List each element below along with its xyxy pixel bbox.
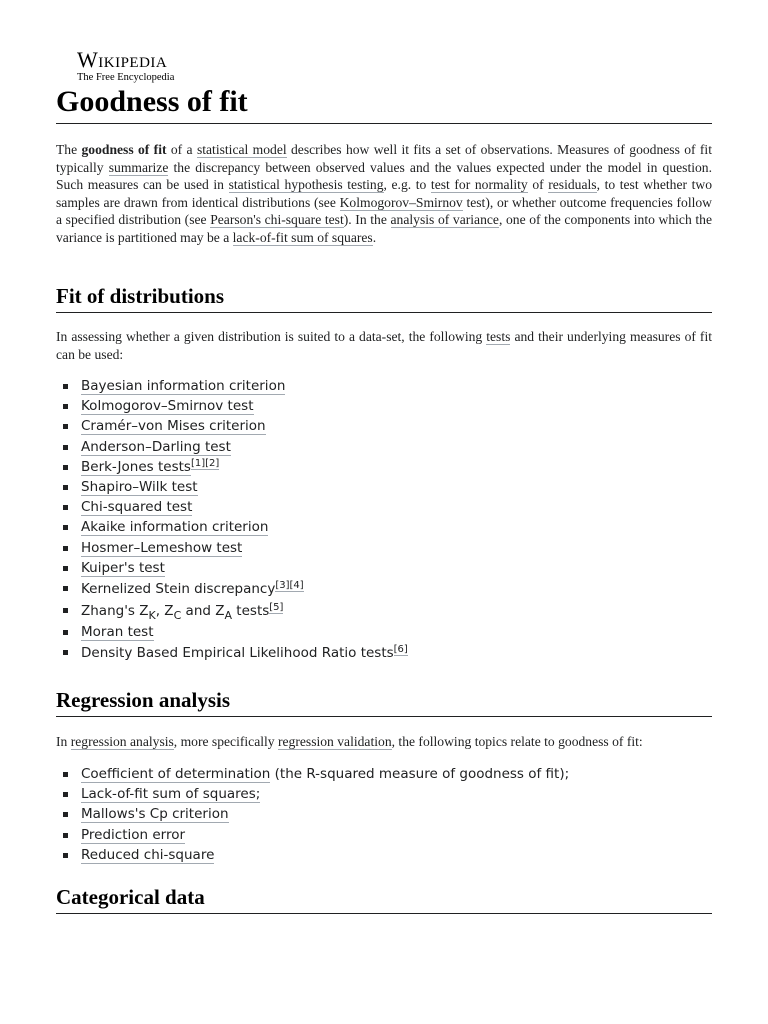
list-item (56, 416, 408, 436)
kernelized-stein-discrepancy: Kernelized Stein discrepancy (81, 580, 276, 597)
list-item (56, 396, 408, 416)
heading-fit-of-distributions: Fit of distributions (56, 282, 712, 313)
link-lack-of-fit-sum-of-squares[interactable]: lack-of-fit sum of squares (232, 229, 373, 245)
reference-4[interactable]: [4] (289, 579, 304, 591)
link-regression-analysis[interactable]: regression analysis (70, 734, 174, 749)
link-prediction-error[interactable]: Prediction error (81, 826, 186, 843)
link-moran-test[interactable]: Moran test (81, 623, 154, 640)
distributions-list (56, 376, 408, 664)
link-test-for-normality[interactable]: test for normality (430, 177, 528, 192)
heading-regression-analysis: Regression analysis (56, 686, 712, 717)
link-reduced-chi-square[interactable]: Reduced chi-square (81, 846, 215, 863)
reference-6[interactable]: [6] (393, 644, 408, 656)
bullet-icon (63, 566, 68, 571)
link-berk-jones-tests[interactable]: Berk-Jones tests (81, 458, 191, 475)
list-item (56, 622, 408, 642)
list-item (56, 437, 408, 457)
link-coefficient-of-determination[interactable]: Coefficient of determination (81, 766, 271, 782)
zhangs-tests: Zhang's $Z_K$, $Z_C$ and $Z_A$ tests (81, 602, 270, 622)
bullet-icon (63, 525, 68, 530)
link-kuipers-test[interactable]: Kuiper's test (81, 559, 165, 576)
logo-wordmark: Wikipedia (77, 47, 168, 72)
list-item (56, 600, 408, 622)
link-analysis-of-variance[interactable]: analysis of variance (390, 212, 499, 227)
reference-5[interactable]: [5] (269, 601, 284, 613)
link-kolmogorov-smirnov-test[interactable]: Kolmogorov–Smirnov test (81, 398, 254, 415)
link-kolmogorov-smirnov[interactable]: Kolmogorov–Smirnov (339, 194, 463, 210)
reference-1[interactable]: [1] (190, 457, 206, 469)
list-item (56, 578, 408, 600)
link-mallows-cp-criterion[interactable]: Mallows's Cp criterion (81, 806, 229, 823)
link-summarize[interactable]: summarize (108, 159, 169, 175)
list-item (56, 497, 408, 517)
link-statistical-hypothesis-testing[interactable]: statistical hypothesis testing (228, 177, 384, 192)
link-bayesian-information-criterion[interactable]: Bayesian information criterion (81, 378, 286, 394)
bullet-icon (63, 445, 68, 450)
bullet-icon (63, 505, 68, 510)
link-chi-squared-test[interactable]: Chi-squared test (81, 499, 193, 516)
list-item (56, 845, 569, 865)
logo-tagline: The Free Encyclopedia (77, 72, 175, 83)
list-item (56, 376, 408, 396)
distributions-paragraph: In assessing whether a given distribution is suited to a data-set, the following tests and their underlying measures of fit can be used: (56, 329, 712, 362)
heading-categorical-data: Categorical data (56, 883, 712, 914)
bullet-icon (63, 465, 68, 470)
link-akaike-information-criterion[interactable]: Akaike information criterion (81, 519, 269, 536)
list-item (56, 642, 408, 664)
list-item (56, 804, 569, 824)
list-item (56, 558, 408, 578)
list-item (56, 477, 408, 497)
bullet-icon (63, 404, 68, 409)
list-item (56, 784, 569, 804)
bullet-icon (63, 608, 68, 613)
link-lack-of-fit-sum-of-squares-item[interactable]: Lack-of-fit sum of squares; (81, 786, 261, 803)
regression-list (56, 764, 569, 865)
bullet-icon (63, 812, 68, 817)
density-based-empirical-likelihood-ratio-tests: Density Based Empirical Likelihood Ratio tests (81, 645, 394, 662)
link-cramer-von-mises-criterion[interactable]: Cramér–von Mises criterion (81, 418, 266, 435)
intro-paragraph: The goodness of fit of a statistical model describes how well it fits a set of observations. Measures of goodness of fit typically summarize the discrepancy between observed values and the values expected under the model in question. Such measures can be used in statistical hypothesis testing, e.g. to test for normality of residuals, to test whether two samples are drawn from identical distributions (see Kolmogorov–Smirnov test), or whether outcome frequencies follow a specified distribution (see Pearson's chi-square test). In the analysis of variance, one of the components into which the variance is partitioned may be a lack-of-fit sum of squares. (56, 142, 713, 245)
regression-paragraph: In regression analysis, more specifically regression validation, the following topics relate to goodness of fit: (56, 734, 643, 749)
reference-2[interactable]: [2] (205, 457, 220, 469)
list-item: Coefficient of determination (the R-squared measure of goodness of fit); (56, 764, 569, 784)
bullet-icon (63, 853, 68, 858)
bullet-icon (63, 792, 68, 797)
link-hosmer-lemeshow-test[interactable]: Hosmer–Lemeshow test (81, 539, 243, 556)
page-title: Goodness of fit (56, 83, 712, 124)
bullet-icon (63, 546, 68, 551)
link-shapiro-wilk-test[interactable]: Shapiro–Wilk test (81, 478, 198, 495)
bullet-icon (63, 833, 68, 838)
bullet-icon (63, 424, 68, 429)
bullet-icon (63, 485, 68, 490)
link-regression-validation[interactable]: regression validation (277, 734, 392, 749)
bullet-icon (63, 586, 68, 591)
reference-3[interactable]: [3] (275, 579, 290, 591)
list-item (56, 825, 569, 845)
list-item (56, 517, 408, 537)
link-tests[interactable]: tests (486, 329, 511, 344)
bullet-icon (63, 630, 68, 635)
list-item (56, 457, 408, 477)
list-item (56, 538, 408, 558)
link-pearsons-chi-square-test[interactable]: Pearson's chi-square test (210, 212, 344, 227)
bullet-icon (63, 384, 68, 389)
bullet-icon (63, 650, 68, 655)
link-anderson-darling-test[interactable]: Anderson–Darling test (81, 438, 231, 455)
bullet-icon (63, 772, 68, 777)
link-residuals[interactable]: residuals (548, 177, 597, 192)
link-statistical-model[interactable]: statistical model (196, 142, 287, 157)
wikipedia-logo[interactable] (77, 49, 207, 84)
